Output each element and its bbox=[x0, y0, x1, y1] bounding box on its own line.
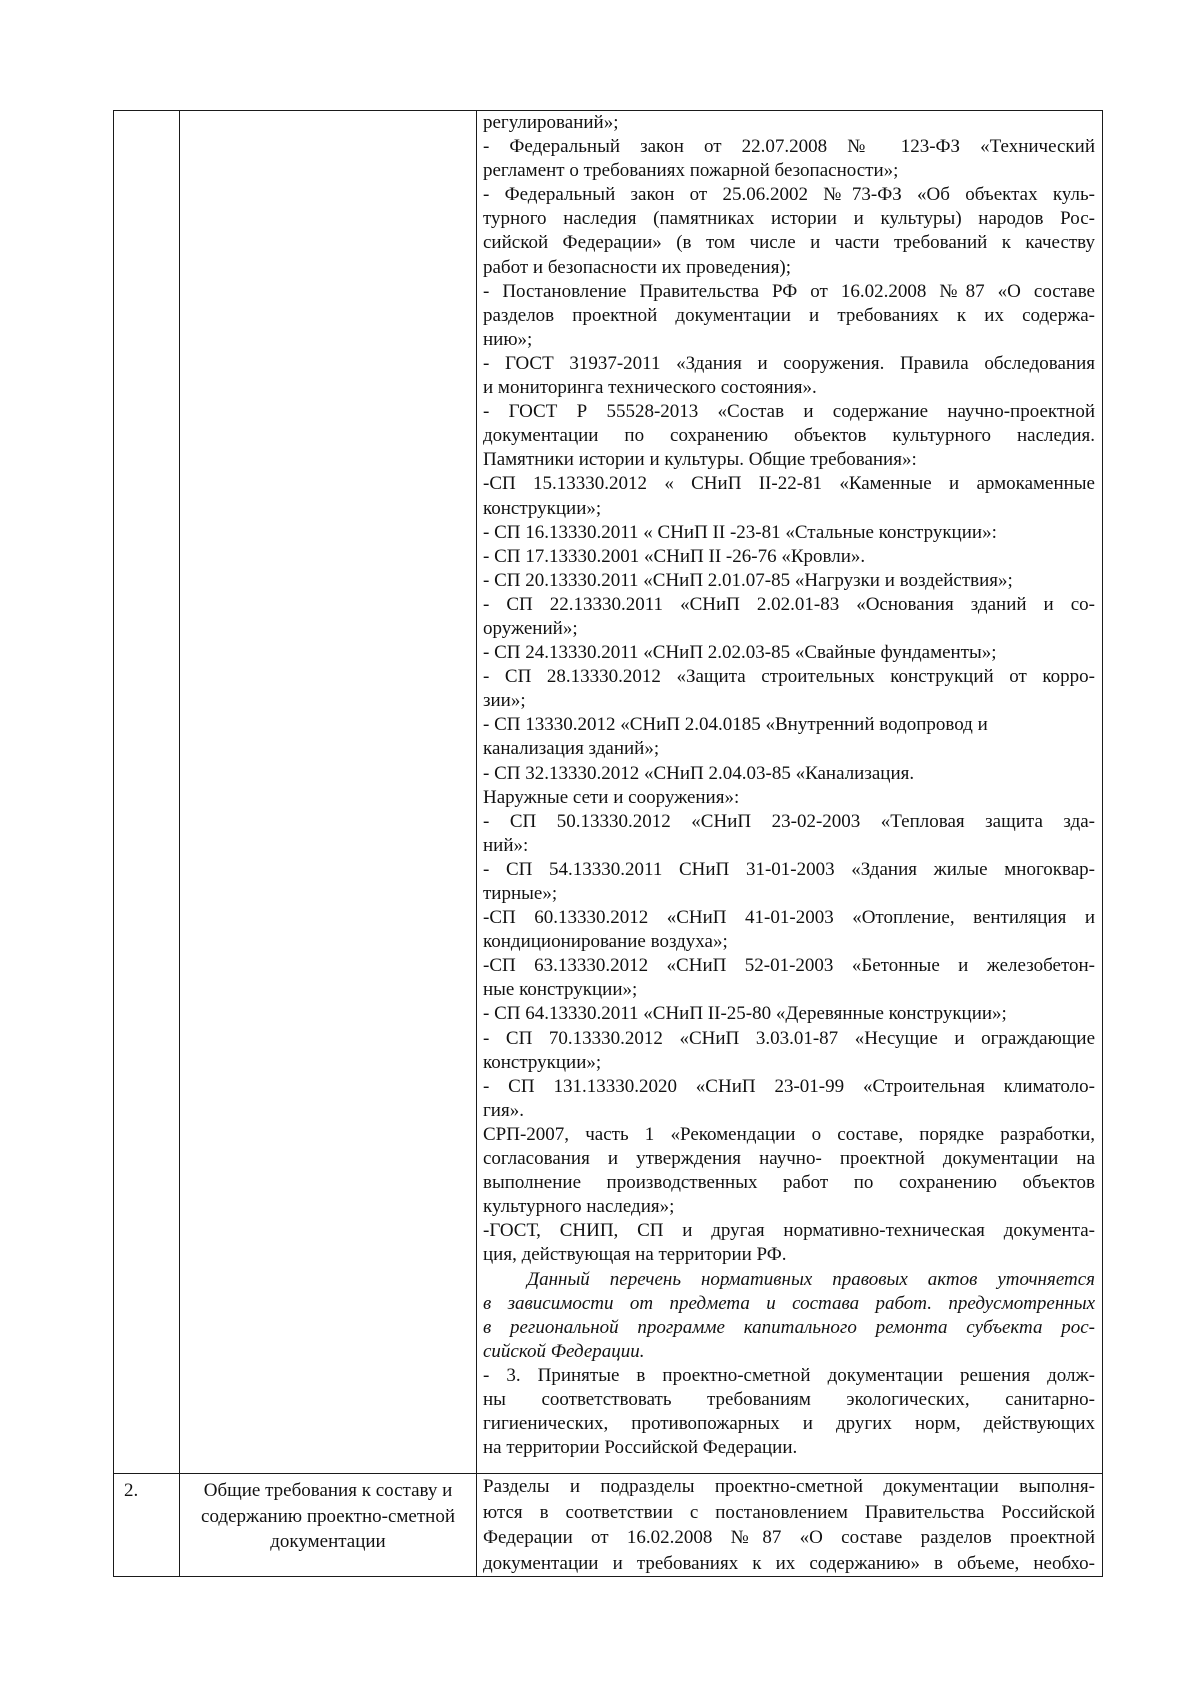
text-line: - ГОСТ 31937-2011 «Здания и сооружения. Правила обследования bbox=[483, 352, 1095, 374]
text-line: конструкции»; bbox=[483, 497, 602, 519]
text-line: культурного наследия»; bbox=[483, 1196, 675, 1218]
text-line: гия». bbox=[483, 1099, 524, 1121]
text-line: ются в соответствии с постановлением Правительства Российской bbox=[483, 1501, 1095, 1523]
text-line: -СП 63.13330.2012 «СНиП 52-01-2003 «Бетонные и железобетон- bbox=[483, 955, 1095, 977]
text-line: - 3. Принятые в проектно-сметной документации решения долж- bbox=[483, 1364, 1095, 1386]
text-line: ны соответствовать требованиям экологических, санитарно- bbox=[483, 1388, 1095, 1410]
text-line: документации и требованиях к их содержанию» в объеме, необхо- bbox=[483, 1552, 1095, 1574]
text-line: конструкции»; bbox=[483, 1051, 602, 1073]
text-line: нию»; bbox=[483, 328, 533, 350]
row-content-cell bbox=[477, 1474, 1103, 1577]
text-line: СРП-2007, часть 1 «Рекомендации о составе, порядке разработки, bbox=[483, 1123, 1095, 1145]
row-title-cell: Общие требования к составу и содержанию проектно-сметной документации bbox=[180, 1474, 477, 1577]
text-line: оружений»; bbox=[483, 617, 578, 639]
text-line: регламент о требованиях пожарной безопасности»; bbox=[483, 160, 899, 182]
text-line: - СП 16.13330.2011 « СНиП II -23-81 «Стальные конструкции»: bbox=[483, 521, 997, 543]
table-row bbox=[114, 1474, 1103, 1577]
text-line: работ и безопасности их проведения); bbox=[483, 256, 792, 278]
text-line: - СП 54.13330.2011 СНиП 31-01-2003 «Здания жилые многоквар- bbox=[483, 858, 1095, 880]
text-line: Данный перечень нормативных правовых актов уточняется bbox=[527, 1268, 1095, 1290]
text-line: - СП 17.13330.2001 «СНиП II -26-76 «Кровли». bbox=[483, 545, 866, 567]
text-line: выполнение производственных работ по сохранению объектов bbox=[483, 1172, 1095, 1194]
text-line: - СП 64.13330.2011 «СНиП II-25-80 «Деревянные конструкции»; bbox=[483, 1003, 1007, 1025]
text-line: и мониторинга технического состояния». bbox=[483, 377, 817, 399]
row-title-cell bbox=[180, 111, 477, 1474]
text-line: Памятники истории и культуры. Общие требования»: bbox=[483, 449, 917, 471]
text-line: - СП 24.13330.2011 «СНиП 2.02.03-85 «Свайные фундаменты»; bbox=[483, 642, 997, 664]
text-line: -СП 15.13330.2012 « СНиП II-22-81 «Каменные и армокаменные bbox=[483, 473, 1095, 495]
text-line: - СП 22.13330.2011 «СНиП 2.02.01-83 «Основания зданий и со- bbox=[483, 593, 1095, 615]
text-line: разделов проектной документации и требованиях к их содержа- bbox=[483, 304, 1095, 326]
text-line: - СП 20.13330.2011 «СНиП 2.01.07-85 «Нагрузки и воздействия»; bbox=[483, 569, 1013, 591]
row-number-cell: 2. bbox=[114, 1474, 180, 1577]
text-line: турного наследия (памятниках истории и культуры) народов Рос- bbox=[483, 208, 1095, 230]
text-line: в зависимости от предмета и состава работ. предусмотренных bbox=[483, 1292, 1095, 1314]
text-line: на территории Российской Федерации. bbox=[483, 1437, 798, 1459]
text-line: канализация зданий»; bbox=[483, 738, 660, 760]
text-line: регулирований»; bbox=[483, 112, 619, 133]
composition-text bbox=[483, 1474, 1095, 1576]
text-line: - СП 13330.2012 «СНиП 2.04.0185 «Внутренний водопровод и bbox=[483, 714, 988, 736]
text-line: согласования и утверждения научно- проектной документации на bbox=[483, 1148, 1095, 1170]
text-line: гигиенических, противопожарных и других норм, действующих bbox=[483, 1413, 1095, 1435]
text-line: - СП 32.13330.2012 «СНиП 2.04.03-85 «Канализация. bbox=[483, 762, 915, 784]
text-line: в региональной программе капитального ремонта субъекта рос- bbox=[483, 1316, 1095, 1338]
text-line: сийской Федерации» (в том числе и части требований к качеству bbox=[483, 232, 1095, 254]
text-line: документации по сохранению объектов культурного наследия. bbox=[483, 425, 1095, 447]
text-line: кондиционирование воздуха»; bbox=[483, 931, 728, 953]
text-line: - СП 28.13330.2012 «Защита строительных конструкций от корро- bbox=[483, 666, 1095, 688]
text-line: - Федеральный закон от 25.06.2002 №73-ФЗ «Об объектах куль- bbox=[483, 184, 1095, 206]
row-content-cell bbox=[477, 111, 1103, 1474]
requirements-table bbox=[113, 110, 1103, 1577]
text-line: -ГОСТ, СНИП, СП и другая нормативно-техническая документа- bbox=[483, 1220, 1095, 1242]
text-line: -СП 60.13330.2012 «СНиП 41-01-2003 «Отопление, вентиляция и bbox=[483, 907, 1095, 929]
text-line: ний»: bbox=[483, 834, 529, 856]
text-line: ные конструкции»; bbox=[483, 979, 638, 1001]
table-row bbox=[114, 111, 1103, 1474]
text-line: - СП 70.13330.2012 «СНиП 3.03.01-87 «Несущие и ограждающие bbox=[483, 1027, 1095, 1049]
text-line: тирные»; bbox=[483, 883, 558, 904]
text-line: Федерации от 16.02.2008 №87 «О составе разделов проектной bbox=[483, 1527, 1095, 1548]
row-number-cell bbox=[114, 111, 180, 1474]
text-line: - Постановление Правительства РФ от 16.02.2008 №87 «О составе bbox=[483, 280, 1095, 302]
norms-list bbox=[483, 111, 1095, 1460]
text-line: ция, действующая на территории РФ. bbox=[483, 1244, 787, 1266]
text-line: - СП 50.13330.2012 «СНиП 23-02-2003 «Тепловая защита зда- bbox=[483, 810, 1095, 832]
text-line: - Федеральный закон от 22.07.2008 № 123-ФЗ «Технический bbox=[483, 136, 1095, 158]
text-line: Разделы и подразделы проектно-сметной документации выполня- bbox=[483, 1476, 1095, 1497]
text-line: - ГОСТ Р 55528-2013 «Состав и содержание научно-проектной bbox=[483, 401, 1095, 423]
text-line: - СП 131.13330.2020 «СНиП 23-01-99 «Строительная климатоло- bbox=[483, 1075, 1095, 1097]
text-line: зии»; bbox=[483, 690, 526, 712]
text-line: Наружные сети и сооружения»: bbox=[483, 786, 740, 808]
text-line: сийской Федерации. bbox=[483, 1340, 645, 1362]
